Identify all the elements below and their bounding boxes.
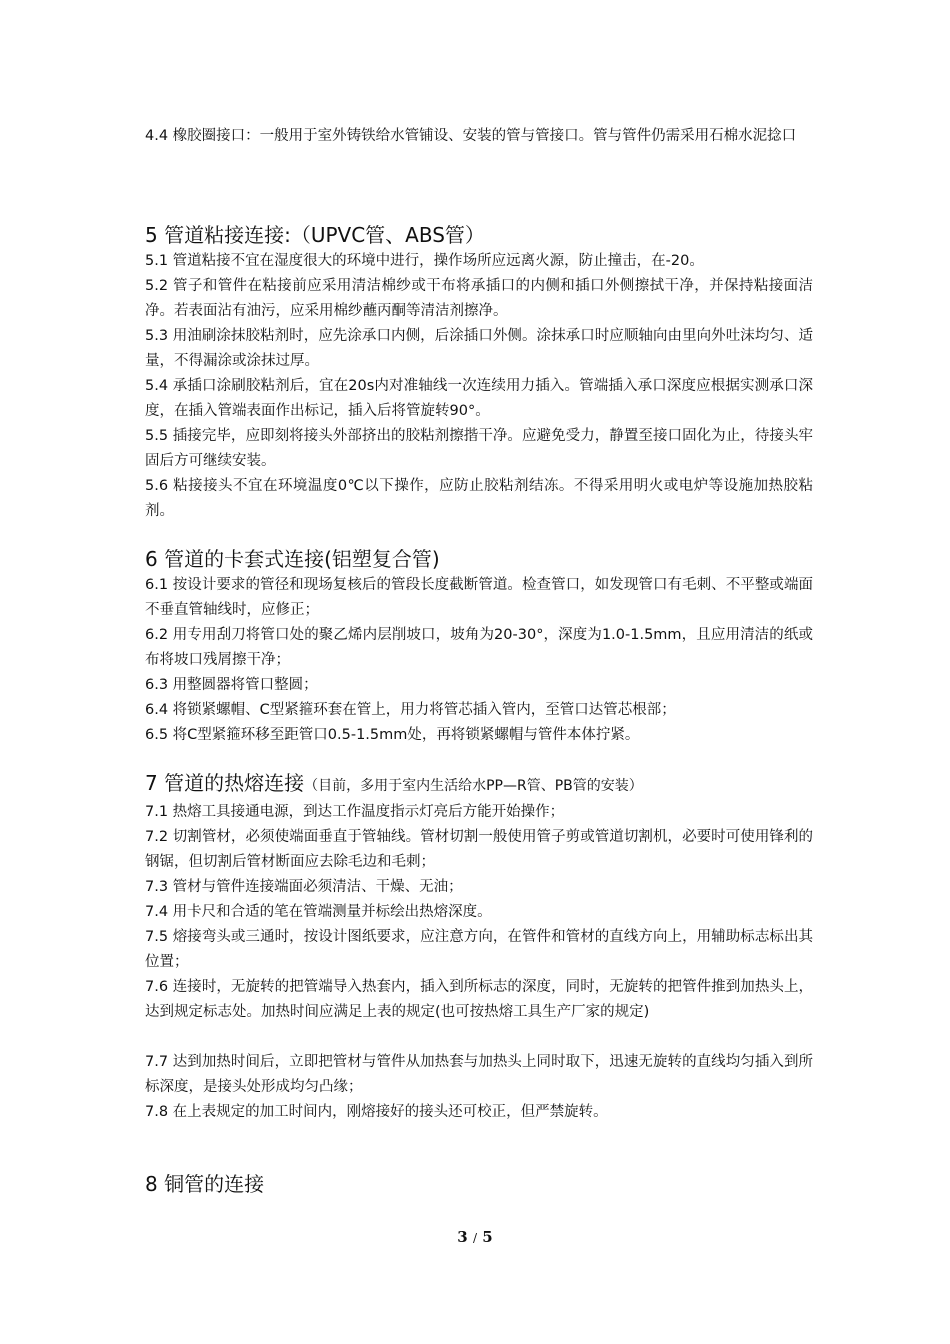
paragraph-6-3: 6.3 用整圆器将管口整圆； (145, 677, 318, 693)
paragraph-5-1: 5.1 管道粘接不宜在湿度很大的环境中进行，操作场所应远离火源，防止撞击，在-20。 (145, 253, 704, 269)
paragraph-4-4: 4.4 橡胶圈接口：一般用于室外铸铁给水管铺设、安装的管与管接口。管与管件仍需采用石棉水泥捻口 (145, 128, 797, 144)
paragraph-7-6: 7.6 连接时，无旋转的把管端导入热套内，插入到所标志的深度，同时，无旋转的把管件推到加热头上，达到规定标志处。加热时间应满足上表的规定(也可按热熔工具生产厂家的规定) (145, 979, 813, 1020)
paragraph-6-4: 6.4 将锁紧螺帽、C型紧箍环套在管上，用力将管芯插入管内，至管口达管芯根部； (145, 702, 676, 718)
paragraph-5-2: 5.2 管子和管件在粘接前应采用清洁棉纱或干布将承插口的内侧和插口外侧擦拭干净，并保持粘接面洁净。若表面沾有油污，应采用棉纱蘸丙酮等清洁剂擦净。 (145, 278, 813, 319)
paragraph-7-1: 7.1 热熔工具接通电源，到达工作温度指示灯亮后方能开始操作； (145, 804, 565, 820)
paragraph-5-3: 5.3 用油刷涂抹胶粘剂时，应先涂承口内侧，后涂插口外侧。涂抹承口时应顺轴向由里向外吐沫均匀、适量，不得漏涂或涂抹过厚。 (145, 328, 813, 369)
paragraph-5-5: 5.5 插接完毕，应即刻将接头外部挤出的胶粘剂擦揩干净。应避免受力，静置至接口固化为止，待接头牢固后方可继续安装。 (145, 428, 813, 469)
paragraph-7-7: 7.7 达到加热时间后，立即把管材与管件从加热套与加热头上同时取下，迅速无旋转的直线均匀插入到所标深度，是接头处形成均匀凸缘； (145, 1054, 813, 1095)
page-number (0, 1228, 950, 1246)
paragraph-6-1: 6.1 按设计要求的管径和现场复核后的管段长度截断管道。检查管口，如发现管口有毛刺、不平整或端面不垂直管轴线时，应修正； (145, 577, 813, 618)
paragraph-7-8: 7.8 在上表规定的加工时间内，刚熔接好的接头还可校正，但严禁旋转。 (145, 1104, 608, 1120)
paragraph-6-5: 6.5 将C型紧箍环移至距管口0.5-1.5mm处，再将锁紧螺帽与管件本体拧紧。 (145, 727, 640, 743)
paragraph-7-2: 7.2 切割管材，必须使端面垂直于管轴线。管材切割一般使用管子剪或管道切割机，必要时可使用锋利的钢锯，但切割后管材断面应去除毛边和毛刺； (145, 829, 813, 870)
current-page: 3 (457, 1228, 468, 1246)
section-6-heading: 6 管道的卡套式连接(铝塑复合管) (145, 547, 440, 571)
paragraph-5-4: 5.4 承插口涂刷胶粘剂后，宜在20s内对准轴线一次连续用力插入。管端插入承口深度应根据实测承口深度，在插入管端表面作出标记，插入后将管旋转90°。 (145, 378, 813, 419)
paragraph-7-3: 7.3 管材与管件连接端面必须清洁、干燥、无油； (145, 879, 463, 895)
section-7-title: 7 管道的热熔连接 (145, 771, 305, 795)
page-separator: / (472, 1231, 478, 1245)
paragraph-7-4: 7.4 用卡尺和合适的笔在管端测量并标绘出热熔深度。 (145, 904, 492, 920)
paragraph-7-5: 7.5 熔接弯头或三通时，按设计图纸要求，应注意方向，在管件和管材的直线方向上，用辅助标志标出其位置； (145, 929, 813, 970)
section-7-heading (145, 769, 813, 800)
paragraph-6-2: 6.2 用专用刮刀将管口处的聚乙烯内层削坡口，坡角为20-30°，深度为1.0-1.5mm，且应用清洁的纸或布将坡口残屑擦干净； (145, 627, 813, 668)
section-8-heading: 8 铜管的连接 (145, 1172, 265, 1196)
section-7-note: （目前，多用于室内生活给水PP—R管、PB管的安装） (304, 778, 643, 794)
paragraph-5-6: 5.6 粘接接头不宜在环境温度0℃以下操作，应防止胶粘剂结冻。不得采用明火或电炉等设施加热胶粘剂。 (145, 478, 813, 519)
page-content (145, 124, 813, 1198)
section-5-heading: 5 管道粘接连接:（UPVC管、ABS管） (145, 223, 485, 247)
total-pages: 5 (482, 1228, 493, 1246)
